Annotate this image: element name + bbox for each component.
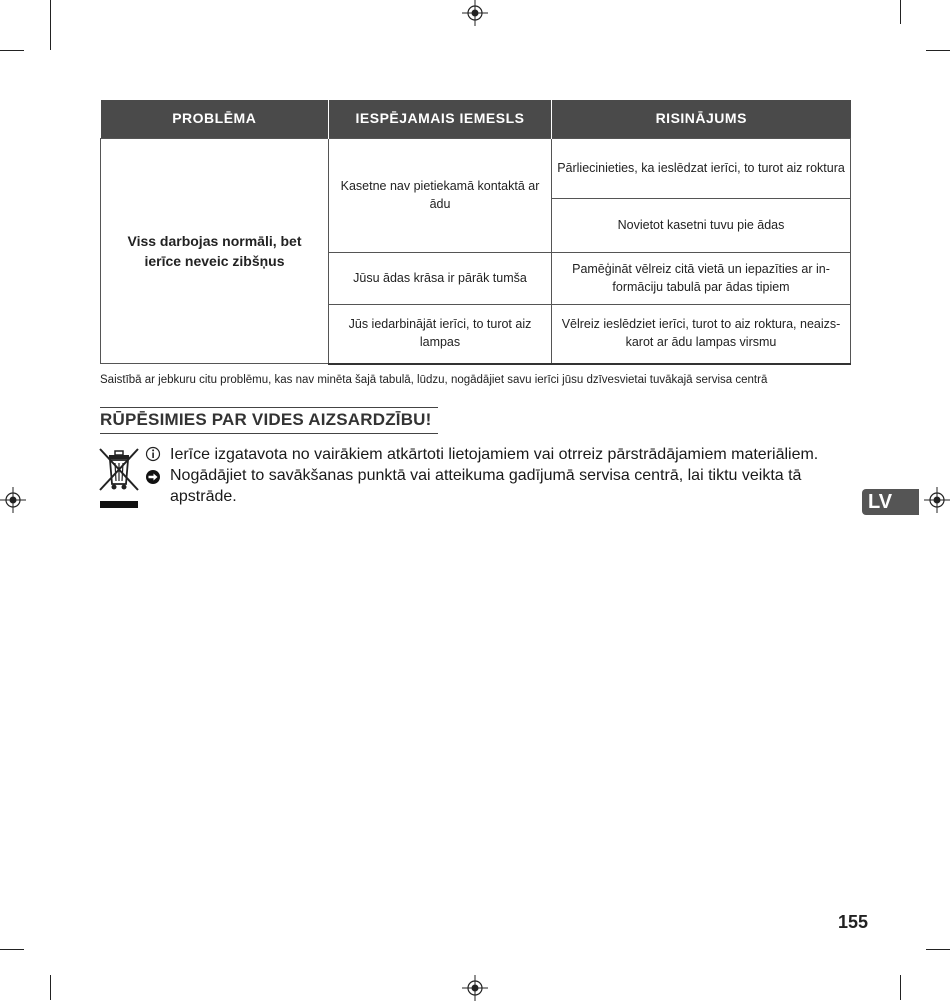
problem-text: Viss darbojas normāli, bet ierīce neveic zibšņus bbox=[127, 232, 302, 269]
language-tab: LV bbox=[862, 489, 919, 515]
table-header-row bbox=[101, 100, 851, 139]
cause-cell: Jūsu ādas krāsa ir pārāk tumša bbox=[329, 253, 552, 305]
header-cause: IESPĒJAMAIS IEMESLS bbox=[329, 100, 552, 139]
registration-mark-icon bbox=[462, 975, 488, 1001]
registration-mark-icon bbox=[462, 0, 488, 26]
registration-mark-icon bbox=[924, 487, 950, 513]
crop-mark bbox=[926, 50, 950, 51]
registration-mark-icon bbox=[0, 487, 26, 513]
troubleshooting-table bbox=[100, 100, 851, 365]
header-problem: PROBLĒMA bbox=[101, 100, 329, 139]
crop-mark bbox=[0, 50, 24, 51]
table-footnote: Saistībā ar jebkuru citu problēmu, kas nav minēta šajā tabulā, lūdzu, nogādājiet savu ierīci jūsu dzīvesvietai tuvākajā servisa centrā bbox=[100, 374, 768, 386]
solution-cell: Novietot kasetni tuvu pie ādas bbox=[552, 199, 851, 253]
problem-cell bbox=[101, 139, 329, 364]
crop-mark bbox=[50, 0, 51, 50]
table-row bbox=[101, 139, 851, 199]
crop-mark bbox=[926, 949, 950, 950]
solution-cell: Vēlreiz ieslēdziet ierīci, turot to aiz roktura, neaizs-karot ar ādu lampas virsmu bbox=[552, 305, 851, 364]
crop-mark bbox=[900, 975, 901, 1000]
crop-mark bbox=[0, 949, 24, 950]
info-icon bbox=[145, 446, 161, 462]
solution-cell: Pārliecinieties, ka ieslēdzat ierīci, to turot aiz roktura bbox=[552, 139, 851, 199]
solution-cell: Pamēģināt vēlreiz citā vietā un iepazīties ar in-formāciju tabulā par ādas tipiem bbox=[552, 253, 851, 305]
section-title: RŪPĒSIMIES PAR VIDES AIZSARDZĪBU! bbox=[100, 407, 438, 434]
weee-crossed-bin-icon bbox=[98, 446, 140, 510]
environment-line-1: Ierīce izgatavota no vairākiem atkārtoti lietojamiem vai otrreiz pārstrādājamiem materiāliem. bbox=[170, 446, 819, 463]
header-solution: RISINĀJUMS bbox=[552, 100, 851, 139]
cause-cell: Jūs iedarbinājāt ierīci, to turot aiz lampas bbox=[329, 305, 552, 364]
cause-cell: Kasetne nav pietiekamā kontaktā ar ādu bbox=[329, 139, 552, 253]
crop-mark bbox=[900, 0, 901, 24]
crop-mark bbox=[50, 975, 51, 1000]
environment-text bbox=[170, 444, 860, 507]
environment-line-2: Nogādājiet to savākšanas punktā vai atteikuma gadījumā servisa centrā, lai tiktu veikta tā apstrāde. bbox=[170, 467, 802, 505]
page-number: 155 bbox=[838, 912, 869, 932]
arrow-right-icon bbox=[145, 469, 161, 485]
